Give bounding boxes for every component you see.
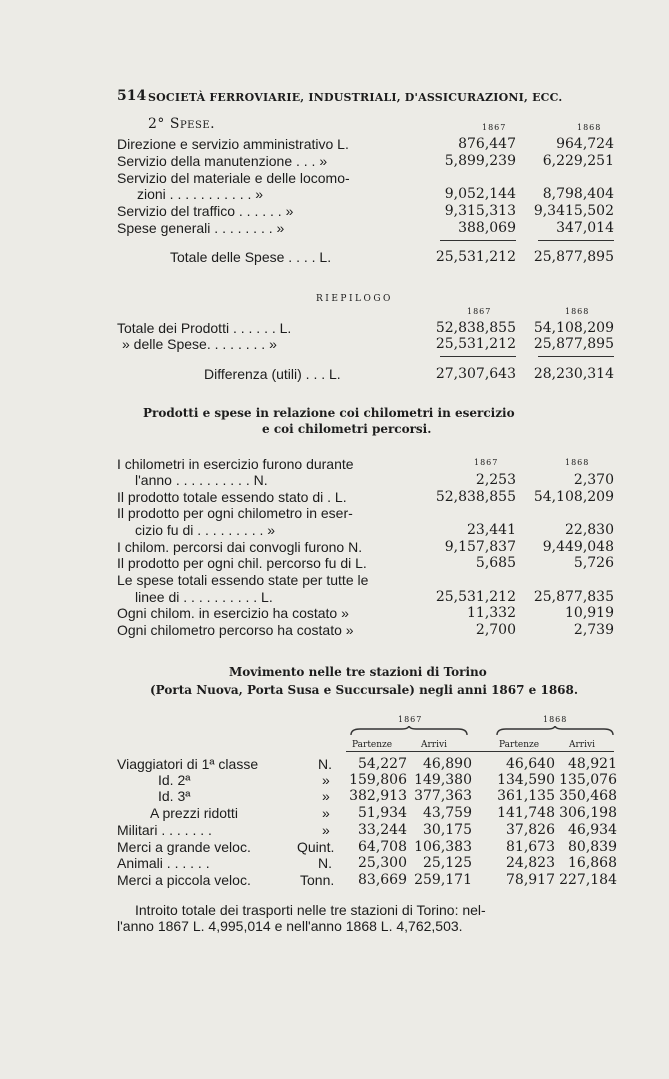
prodotti-row-v2: 10,919 (565, 605, 614, 621)
spese-row-v1: 5,899,239 (444, 153, 516, 169)
spese-row-v1: 9,315,313 (444, 203, 516, 219)
movimento-brace-1867 (350, 726, 468, 736)
movimento-row-label: Animali . . . . . . (117, 855, 210, 871)
movimento-row-a1: 46,890 (423, 756, 472, 772)
prodotti-row-label: I chilometri in esercizio furono durante (117, 456, 354, 472)
spese-row-label: Servizio del materiale e delle locomo- (117, 170, 350, 186)
prodotti-title-line2: e coi chilometri percorsi. (262, 422, 432, 436)
movimento-row-label: A prezzi ridotti (150, 805, 238, 821)
movimento-row-p2: 24,823 (506, 855, 555, 871)
movimento-row-p1: 25,300 (358, 855, 407, 871)
movimento-row-a1: 25,125 (423, 855, 472, 871)
riepilogo-title: RIEPILOGO (316, 294, 393, 304)
prodotti-row-label: Il prodotto totale essendo stato di . L. (117, 489, 347, 505)
spese-total-rule-1867 (440, 240, 516, 241)
spese-row-label: Servizio del traffico . . . . . . » (117, 203, 294, 219)
prodotti-row-v2: 2,739 (573, 622, 614, 638)
riepilogo-row-v2: 54,108,209 (533, 320, 614, 336)
prodotti-row-v2: 5,726 (573, 555, 614, 571)
prodotti-row-v2: 54,108,209 (533, 489, 614, 505)
movimento-row-a2: 46,934 (568, 822, 617, 838)
riepilogo-row-label: » delle Spese. . . . . . . . » (122, 336, 277, 352)
spese-row-label: Servizio della manutenzione . . . » (117, 153, 328, 169)
prodotti-row-v2: 2,370 (573, 472, 614, 488)
spese-total-1867: 25,531,212 (435, 249, 516, 265)
spese-row-v2: 964,724 (556, 136, 614, 152)
movimento-row-p1: 54,227 (358, 756, 407, 772)
prodotti-year-1868: 1868 (565, 458, 590, 467)
prodotti-row-label: cizio fu di . . . . . . . . . » (135, 522, 276, 538)
movimento-arrivi-1867: Arrivi (421, 740, 447, 750)
movimento-row-unit: Tonn. (300, 872, 335, 888)
prodotti-row-v2: 25,877,835 (533, 589, 614, 605)
riepilogo-diff-1868: 28,230,314 (533, 366, 614, 382)
riepilogo-year-1867: 1867 (467, 307, 492, 316)
movimento-row-p2: 361,135 (497, 788, 555, 804)
movimento-row-label: Merci a piccola veloc. (117, 872, 251, 888)
riepilogo-diff-label: Differenza (utili) . . . L. (204, 366, 341, 382)
movimento-row-label: Viaggiatori di 1ª classe (117, 756, 259, 772)
prodotti-row-v1: 11,332 (467, 605, 516, 621)
movimento-row-a2: 306,198 (559, 805, 617, 821)
movimento-header-rule (346, 751, 614, 752)
movimento-footer-line2: l'anno 1867 L. 4,995,014 e nell'anno 1868 L. 4,762,503. (117, 918, 463, 934)
movimento-row-p2: 134,590 (497, 772, 555, 788)
movimento-year-1868: 1868 (543, 715, 568, 724)
movimento-row-unit: » (322, 772, 330, 788)
movimento-row-a1: 43,759 (423, 805, 472, 821)
movimento-row-p2: 46,640 (506, 756, 555, 772)
riepilogo-row-v1: 52,838,855 (435, 320, 516, 336)
prodotti-row-v1: 2,253 (475, 472, 516, 488)
prodotti-row-label: I chilom. percorsi dai convogli furono N. (117, 539, 363, 555)
movimento-row-a1: 106,383 (414, 839, 472, 855)
movimento-row-p1: 51,934 (358, 805, 407, 821)
prodotti-row-label: Ogni chilom. in esercizio ha costato » (117, 605, 349, 621)
movimento-row-a1: 259,171 (414, 872, 472, 888)
movimento-row-a2: 48,921 (568, 756, 617, 772)
spese-row-v1: 876,447 (458, 136, 516, 152)
spese-row-v2: 8,798,404 (542, 186, 614, 202)
movimento-row-p2: 78,917 (506, 872, 555, 888)
running-title: SOCIETÀ FERROVIARIE, INDUSTRIALI, D'ASSICURAZIONI, ECC. (148, 91, 563, 104)
movimento-arrivi-1868: Arrivi (569, 740, 595, 750)
movimento-footer-line1: Introito totale dei trasporti nelle tre stazioni di Torino: nel- (135, 902, 486, 918)
movimento-row-label: Militari . . . . . . . (117, 822, 212, 838)
riepilogo-rule-1867 (440, 356, 516, 357)
prodotti-row-v1: 9,157,837 (444, 539, 516, 555)
prodotti-row-v1: 2,700 (475, 622, 516, 638)
movimento-row-p1: 382,913 (349, 788, 407, 804)
movimento-row-label: Merci a grande veloc. (117, 839, 251, 855)
movimento-row-p2: 37,826 (506, 822, 555, 838)
prodotti-row-v1: 25,531,212 (435, 589, 516, 605)
prodotti-row-label: linee di . . . . . . . . . . L. (135, 589, 273, 605)
movimento-title-line1: Movimento nelle tre stazioni di Torino (229, 665, 487, 679)
prodotti-year-1867: 1867 (474, 458, 499, 467)
riepilogo-rule-1868 (538, 356, 614, 357)
movimento-row-unit: Quint. (297, 839, 335, 855)
riepilogo-row-label: Totale dei Prodotti . . . . . . L. (117, 320, 292, 336)
movimento-row-p1: 33,244 (358, 822, 407, 838)
movimento-row-a1: 30,175 (423, 822, 472, 838)
prodotti-row-label: l'anno . . . . . . . . . . N. (135, 472, 268, 488)
riepilogo-row-v2: 25,877,895 (533, 336, 614, 352)
page-number: 514 (117, 88, 147, 104)
movimento-row-unit: » (322, 822, 330, 838)
spese-total-1868: 25,877,895 (533, 249, 614, 265)
movimento-year-1867: 1867 (398, 715, 423, 724)
riepilogo-year-1868: 1868 (565, 307, 590, 316)
movimento-row-a1: 149,380 (414, 772, 472, 788)
movimento-row-a2: 135,076 (559, 772, 617, 788)
prodotti-row-v1: 23,441 (467, 522, 516, 538)
movimento-row-unit: » (322, 805, 330, 821)
prodotti-row-v1: 52,838,855 (435, 489, 516, 505)
riepilogo-diff-1867: 27,307,643 (435, 366, 516, 382)
movimento-title-line2: (Porta Nuova, Porta Susa e Succursale) negli anni 1867 e 1868. (150, 683, 579, 697)
movimento-row-p2: 141,748 (497, 805, 555, 821)
spese-row-v1: 388,069 (458, 220, 516, 236)
movimento-row-unit: N. (318, 855, 332, 871)
movimento-row-a1: 377,363 (414, 788, 472, 804)
prodotti-row-v1: 5,685 (475, 555, 516, 571)
spese-row-label: zioni . . . . . . . . . . . » (137, 186, 264, 202)
movimento-partenze-1867: Partenze (352, 740, 393, 750)
spese-year-1868: 1868 (577, 123, 602, 132)
movimento-row-a2: 227,184 (559, 872, 617, 888)
movimento-partenze-1868: Partenze (499, 740, 540, 750)
movimento-row-p1: 159,806 (349, 772, 407, 788)
prodotti-row-v2: 22,830 (565, 522, 614, 538)
spese-row-label: Spese generali . . . . . . . . » (117, 220, 285, 236)
spese-total-rule-1868 (538, 240, 614, 241)
movimento-row-a2: 16,868 (568, 855, 617, 871)
movimento-row-p1: 83,669 (358, 872, 407, 888)
spese-row-label: Direzione e servizio amministrativo L. (117, 136, 349, 152)
movimento-brace-1868 (496, 726, 614, 736)
prodotti-row-v2: 9,449,048 (542, 539, 614, 555)
movimento-row-p2: 81,673 (506, 839, 555, 855)
spese-total-label: Totale delle Spese . . . . L. (170, 249, 332, 265)
movimento-row-label: Id. 3ª (158, 788, 191, 804)
prodotti-row-label: Il prodotto per ogni chilometro in eser- (117, 505, 353, 521)
prodotti-title-line1: Prodotti e spese in relazione coi chilometri in esercizio (143, 406, 515, 420)
prodotti-row-label: Il prodotto per ogni chil. percorso fu di L. (117, 555, 367, 571)
spese-row-v2: 9,3415,502 (533, 203, 614, 219)
prodotti-row-label: Le spese totali essendo state per tutte le (117, 572, 369, 588)
spese-title: 2° Spese. (148, 116, 216, 132)
spese-year-1867: 1867 (482, 123, 507, 132)
movimento-row-unit: » (322, 788, 330, 804)
prodotti-row-label: Ogni chilometro percorso ha costato » (117, 622, 354, 638)
spese-row-v2: 347,014 (556, 220, 614, 236)
movimento-row-p1: 64,708 (358, 839, 407, 855)
movimento-row-a2: 350,468 (559, 788, 617, 804)
spese-row-v2: 6,229,251 (542, 153, 614, 169)
movimento-row-a2: 80,839 (568, 839, 617, 855)
spese-row-v1: 9,052,144 (444, 186, 516, 202)
movimento-row-label: Id. 2ª (158, 772, 191, 788)
riepilogo-row-v1: 25,531,212 (435, 336, 516, 352)
movimento-row-unit: N. (318, 756, 332, 772)
